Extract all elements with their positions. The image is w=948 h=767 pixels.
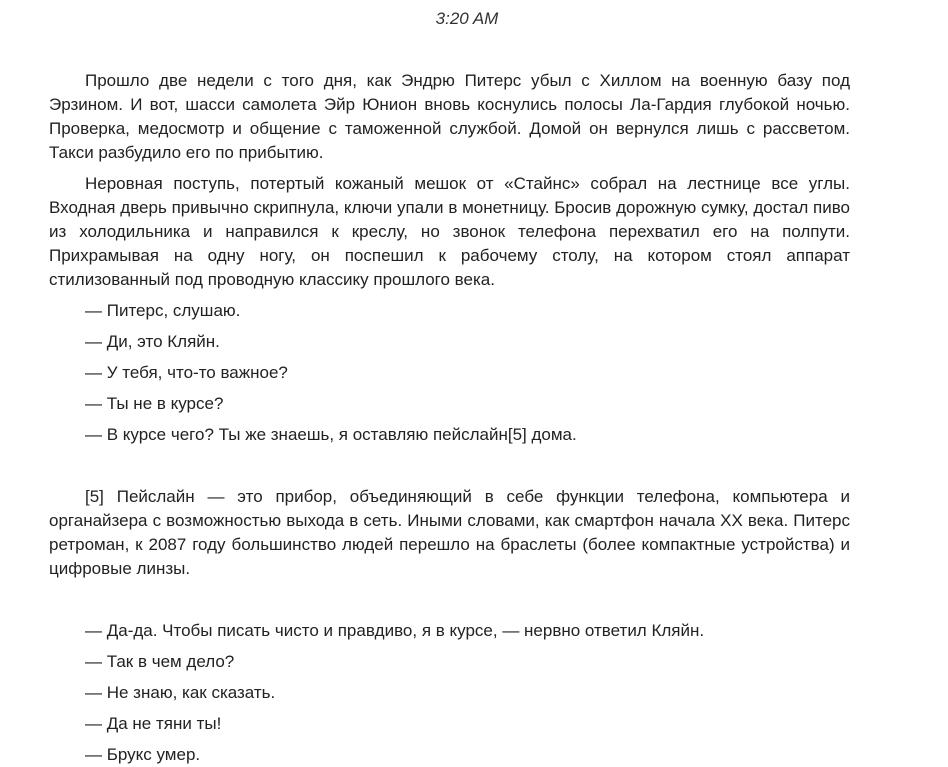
dialogue-line: — Брукс умер. [85,745,201,764]
dialogue-line: — Ди, это Кляйн. [85,332,220,351]
dialogue-line: — Да не тяни ты! [85,714,222,733]
dialogue-line: — Не знаю, как сказать. [85,683,276,702]
footnote: [5] Пейслайн — это прибор, объединяющий в себе функции телефона, компьютера и органайзера с возможностью выхода в сеть. Иными словами, как смартфон начала XX века. Питерс ретроман, к 2087 году большинство людей перешло на браслеты (более компактные устройства) и цифровые линзы. [49,487,850,578]
dialogue-line: — Питерс, слушаю. [85,301,241,320]
dialogue-line: — В курсе чего? Ты же знаешь, я оставляю пейслайн[5] дома. [85,425,577,444]
paragraph-1: Прошло две недели с того дня, как Эндрю Питерс убыл с Хиллом на военную базу под Эрзином. И вот, шасси самолета Эйр Юнион вновь коснулись полосы Ла-Гардия глубокой ночью. Проверка, медосмотр и общение с таможенной службой. Домой он вернулся лишь с рассветом. Такси разбудило его по прибытию. [49,71,850,162]
time-label: 3:20 AM [435,9,499,28]
dialogue-line: — У тебя, что-то важное? [85,363,288,382]
dialogue-line: — Да-да. Чтобы писать чисто и правдиво, я в курсе, — нервно ответил Кляйн. [85,621,705,640]
dialogue-line: — Так в чем дело? [85,652,235,671]
dialogue-line: — Ты не в курсе? [85,394,224,413]
paragraph-2: Неровная поступь, потертый кожаный мешок от «Стайнс» собрал на лестнице все углы. Входная дверь привычно скрипнула, ключи упали в монетницу. Бросив дорожную сумку, достал пиво из холодильника и направился к креслу, но звонок телефона перехватил его на полпути. Прихрамывая на одну ногу, он поспешил к рабочему столу, на котором стоял аппарат стилизованный под проводную классику прошлого века. [49,174,850,289]
